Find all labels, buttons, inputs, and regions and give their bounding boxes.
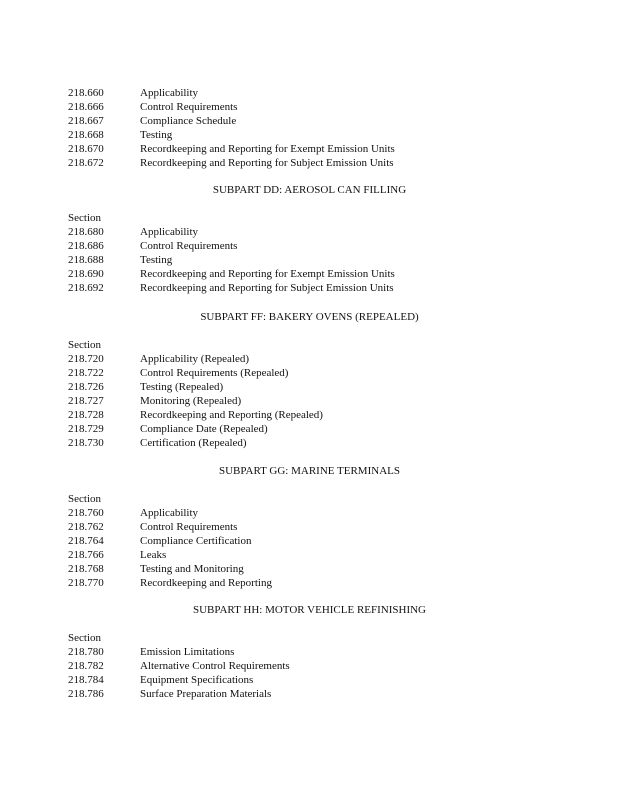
section-title: Compliance Schedule	[140, 115, 237, 127]
list-item	[0, 86, 619, 100]
section-number: 218.720	[68, 353, 104, 365]
section-number: 218.667	[68, 115, 104, 127]
section-title: Recordkeeping and Reporting for Subject Emission Units	[140, 157, 394, 169]
subpart-heading: SUBPART FF: BAKERY OVENS (REPEALED)	[200, 311, 419, 323]
list-item	[0, 128, 619, 142]
section-number: 218.780	[68, 646, 104, 658]
section-title: Recordkeeping and Reporting	[140, 577, 272, 589]
section-number: 218.730	[68, 437, 104, 449]
section-title: Equipment Specifications	[140, 674, 254, 686]
list-item	[0, 225, 619, 239]
section-number: 218.727	[68, 395, 104, 407]
section-title: Recordkeeping and Reporting (Repealed)	[140, 409, 323, 421]
section-title: Control Requirements	[140, 521, 238, 533]
list-item	[0, 352, 619, 366]
list-item	[0, 394, 619, 408]
section-number: 218.782	[68, 660, 104, 672]
section-column-label: Section	[68, 339, 101, 351]
section-number: 218.686	[68, 240, 104, 252]
list-item	[0, 687, 619, 701]
section-title: Testing and Monitoring	[140, 563, 244, 575]
section-number: 218.690	[68, 268, 104, 280]
section-title: Emission Limitations	[140, 646, 235, 658]
list-item	[0, 142, 619, 156]
subpart-gg	[0, 464, 619, 590]
list-item	[0, 520, 619, 534]
section-number: 218.660	[68, 87, 104, 99]
section-rows	[0, 86, 619, 170]
list-item	[0, 673, 619, 687]
list-item	[0, 422, 619, 436]
list-item	[0, 114, 619, 128]
section-title: Leaks	[140, 549, 167, 561]
section-number: 218.728	[68, 409, 104, 421]
section-number: 218.729	[68, 423, 104, 435]
list-item	[0, 408, 619, 422]
section-number: 218.760	[68, 507, 104, 519]
section-number: 218.688	[68, 254, 104, 266]
section-title: Applicability (Repealed)	[140, 353, 250, 365]
section-title: Surface Preparation Materials	[140, 688, 272, 700]
list-item	[0, 436, 619, 450]
list-item	[0, 239, 619, 253]
section-title: Applicability	[140, 87, 199, 99]
section-column-label: Section	[68, 493, 101, 505]
section-number: 218.672	[68, 157, 104, 169]
list-item	[0, 156, 619, 170]
subpart-heading: SUBPART HH: MOTOR VEHICLE REFINISHING	[192, 604, 427, 616]
section-title: Recordkeeping and Reporting for Exempt Emission Units	[140, 268, 395, 280]
section-number: 218.784	[68, 674, 104, 686]
section-title: Testing	[140, 254, 173, 266]
section-list-continued	[0, 86, 619, 170]
subpart-heading: SUBPART DD: AEROSOL CAN FILLING	[212, 184, 407, 196]
section-number: 218.666	[68, 101, 104, 113]
subpart-ff	[0, 310, 619, 450]
section-number: 218.692	[68, 282, 104, 294]
list-item	[0, 659, 619, 673]
list-item	[0, 380, 619, 394]
section-title: Control Requirements (Repealed)	[140, 367, 289, 379]
list-item	[0, 100, 619, 114]
subpart-heading: SUBPART GG: MARINE TERMINALS	[219, 465, 400, 477]
section-number: 218.770	[68, 577, 104, 589]
section-number: 218.722	[68, 367, 104, 379]
section-number: 218.726	[68, 381, 104, 393]
list-item	[0, 534, 619, 548]
list-item	[0, 562, 619, 576]
section-number: 218.680	[68, 226, 104, 238]
list-item	[0, 267, 619, 281]
section-title: Control Requirements	[140, 101, 238, 113]
section-title: Control Requirements	[140, 240, 238, 252]
section-title: Applicability	[140, 507, 199, 519]
list-item	[0, 506, 619, 520]
section-number: 218.766	[68, 549, 104, 561]
section-title: Testing	[140, 129, 173, 141]
section-number: 218.768	[68, 563, 104, 575]
section-column-label: Section	[68, 212, 101, 224]
list-item	[0, 548, 619, 562]
section-title: Certification (Repealed)	[140, 437, 247, 449]
subpart-hh	[0, 603, 619, 701]
section-title: Monitoring (Repealed)	[140, 395, 242, 407]
section-number: 218.786	[68, 688, 104, 700]
section-number: 218.670	[68, 143, 104, 155]
section-number: 218.762	[68, 521, 104, 533]
section-column-label: Section	[68, 632, 101, 644]
section-title: Applicability	[140, 226, 199, 238]
section-title: Testing (Repealed)	[140, 381, 224, 393]
list-item	[0, 576, 619, 590]
section-title: Recordkeeping and Reporting for Exempt Emission Units	[140, 143, 395, 155]
subpart-dd	[0, 183, 619, 295]
section-title: Compliance Certification	[140, 535, 252, 547]
list-item	[0, 645, 619, 659]
section-title: Compliance Date (Repealed)	[140, 423, 268, 435]
section-title: Alternative Control Requirements	[140, 660, 290, 672]
list-item	[0, 281, 619, 295]
section-title: Recordkeeping and Reporting for Subject Emission Units	[140, 282, 394, 294]
list-item	[0, 366, 619, 380]
section-number: 218.764	[68, 535, 104, 547]
section-number: 218.668	[68, 129, 104, 141]
list-item	[0, 253, 619, 267]
